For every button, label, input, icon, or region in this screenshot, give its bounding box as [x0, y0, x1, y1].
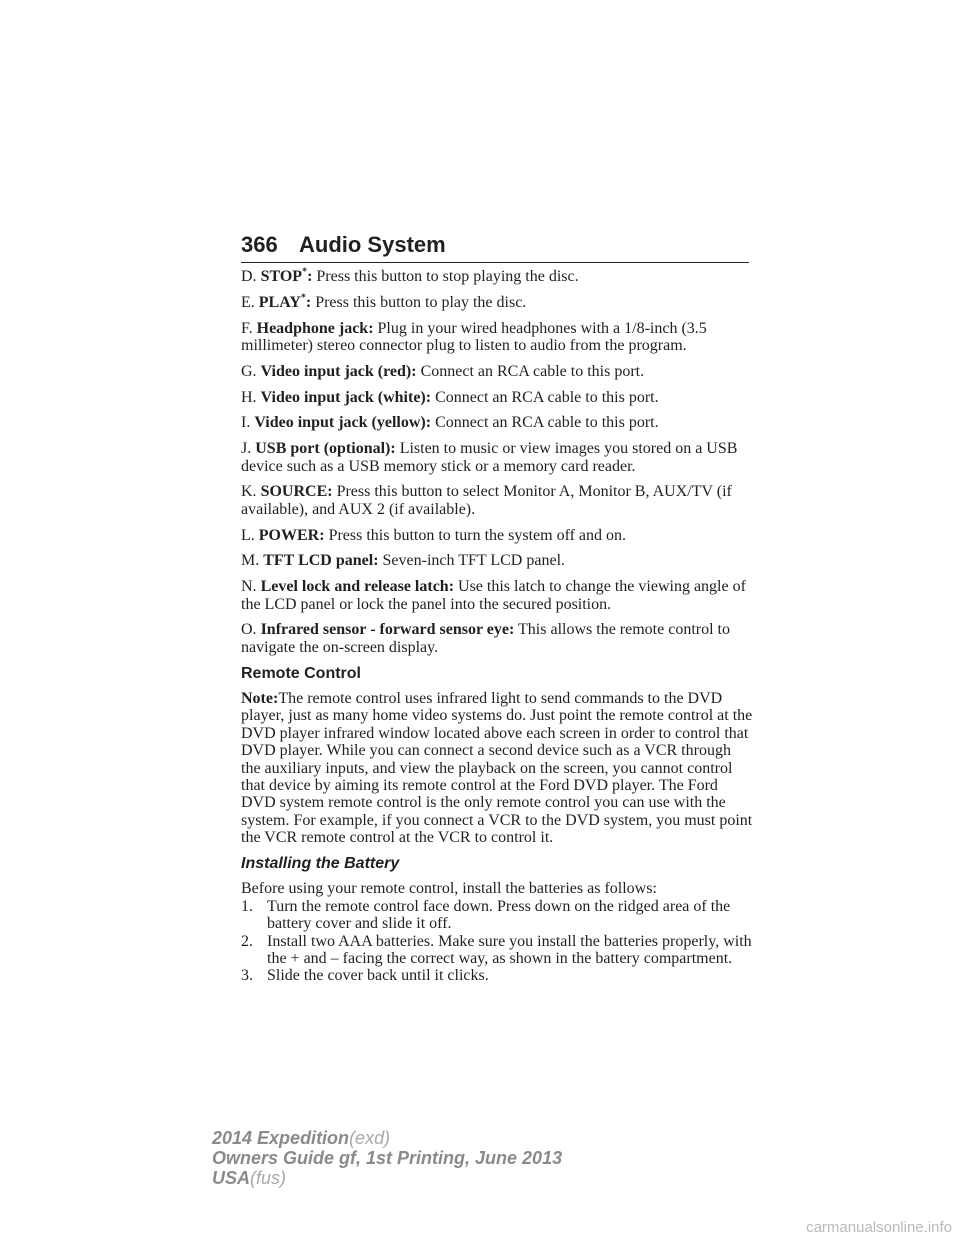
item-j: J. USB port (optional): Listen to music or view images you stored on a USB device such as a USB memory stick or a memory card reader.	[241, 440, 738, 475]
item-o: O. Infrared sensor - forward sensor eye: This allows the remote control to navigate the on-screen display.	[241, 621, 730, 656]
battery-step: 3. Slide the cover back until it clicks.	[241, 967, 489, 985]
battery-intro: Before using your remote control, install the batteries as follows:	[241, 880, 657, 898]
section-title: Audio System	[299, 232, 446, 257]
battery-steps	[241, 898, 753, 985]
item-g: G. Video input jack (red): Connect an RCA cable to this port.	[241, 362, 645, 380]
remote-control-heading: Remote Control	[241, 664, 361, 682]
page-number: 366	[241, 232, 278, 257]
item-m: M. TFT LCD panel: Seven-inch TFT LCD panel.	[241, 552, 566, 570]
item-k: K. SOURCE: Press this button to select Monitor A, Monitor B, AUX/TV (if available), and AUX 2 (if available).	[241, 483, 732, 518]
item-h: H. Video input jack (white): Connect an RCA cable to this port.	[241, 388, 659, 406]
installing-battery-heading: Installing the Battery	[241, 855, 400, 873]
page-content	[241, 268, 753, 985]
footer-line-2: Owners Guide gf, 1st Printing, June 2013	[212, 1148, 563, 1168]
site-watermark: carmanualsonline.info	[806, 1219, 952, 1236]
page-header	[241, 228, 749, 263]
item-l: L. POWER: Press this button to turn the system off and on.	[241, 526, 627, 544]
item-i: I. Video input jack (yellow): Connect an RCA cable to this port.	[241, 414, 659, 432]
item-e: E. PLAY*: Press this button to play the disc.	[241, 292, 527, 311]
item-f: F. Headphone jack: Plug in your wired headphones with a 1/8-inch (3.5 millimeter) stereo connector plug to listen to audio from the program.	[241, 319, 707, 354]
battery-step: 2. Install two AAA batteries. Make sure you install the batteries properly, with the + and – facing the correct way, as shown in the battery compartment.	[241, 932, 752, 968]
item-d: D. STOP*: Press this button to stop playing the disc.	[241, 266, 579, 285]
footer-line-1: 2014 Expedition(exd)	[212, 1128, 391, 1148]
document-footer	[212, 1128, 562, 1188]
remote-note: Note:The remote control uses infrared light to send commands to the DVD player, just as many home video systems do. Just point the remote control at the DVD player infrared window located above each screen in order to control that DVD player. While you can connect a second device such as a VCR through the auxiliary inputs, and view the playback on the screen, you cannot control that device by aiming its remote control at the Ford DVD player. The Ford DVD system remote control is the only remote control you can use with the system. For example, if you connect a VCR to the DVD system, you must point the VCR remote control at the VCR to control it.	[241, 690, 753, 847]
footer-line-3: USA(fus)	[212, 1168, 287, 1188]
battery-step: 1. Turn the remote control face down. Press down on the ridged area of the battery cover and slide it off.	[241, 897, 731, 933]
item-n: N. Level lock and release latch: Use this latch to change the viewing angle of the LCD panel or lock the panel into the secured position.	[241, 578, 746, 613]
